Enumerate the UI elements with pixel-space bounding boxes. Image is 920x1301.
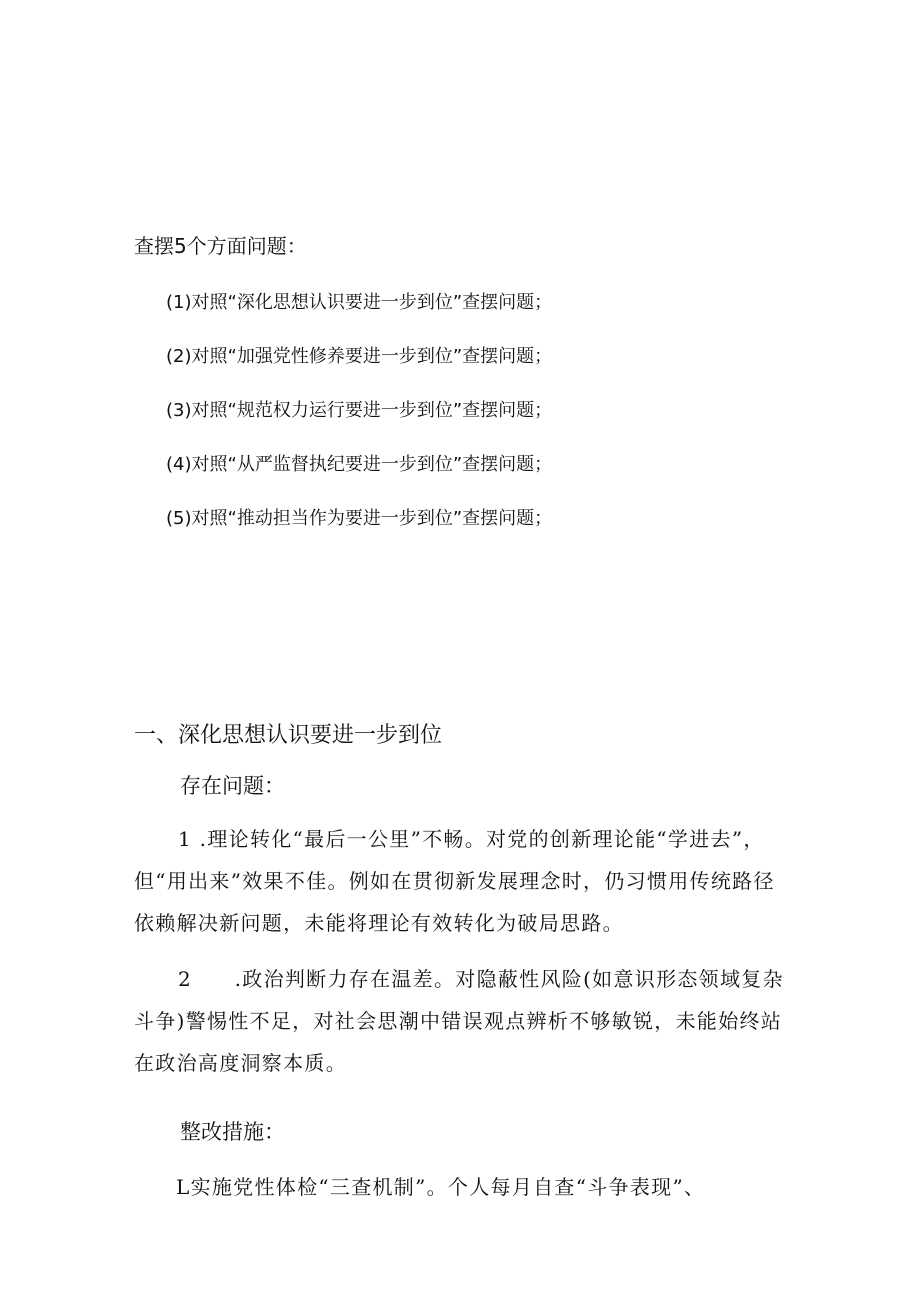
intro-heading: 查摆5个方面问题： [134, 234, 307, 258]
measure-text: L实施党性体检“三查机制”。个人每月自查“斗争表现”、 [176, 1175, 706, 1199]
list-item: (2)对照“加强党性修养要进一步到位”查摆问题； [166, 346, 553, 367]
measure-paragraph [134, 1166, 784, 1208]
section-title: 一、深化思想认识要进一步到位 [134, 723, 443, 748]
list-item: (4)对照“从严监督执纪要进一步到位”查摆问题； [166, 454, 553, 475]
list-item: (3)对照“规范权力运行要进一步到位”查摆问题； [166, 400, 553, 421]
problems-heading: 存在问题： [180, 774, 285, 798]
problem-paragraph [134, 818, 784, 944]
problem-text: 1 .理论转化“最后一公里”不畅。对党的创新理论能“学进去”，但“用出来”效果不佳。例如在贯彻新发展理念时，仍习惯用传统路径依赖解决新问题，未能将理论有效转化为破局思路。 [134, 827, 775, 935]
list-item: (1)对照“深化思想认识要进一步到位”查摆问题； [166, 292, 553, 313]
list-item: (5)对照“推动担当作为要进一步到位”查摆问题； [166, 508, 553, 529]
measures-heading: 整改措施： [180, 1120, 285, 1144]
problem-paragraph [134, 958, 784, 1084]
problem-text: 2 .政治判断力存在温差。对隐蔽性风险(如意识形态领域复杂斗争)警惕性不足，对社会思潮中错误观点辨析不够敏锐，未能始终站在政治高度洞察本质。 [134, 967, 784, 1075]
